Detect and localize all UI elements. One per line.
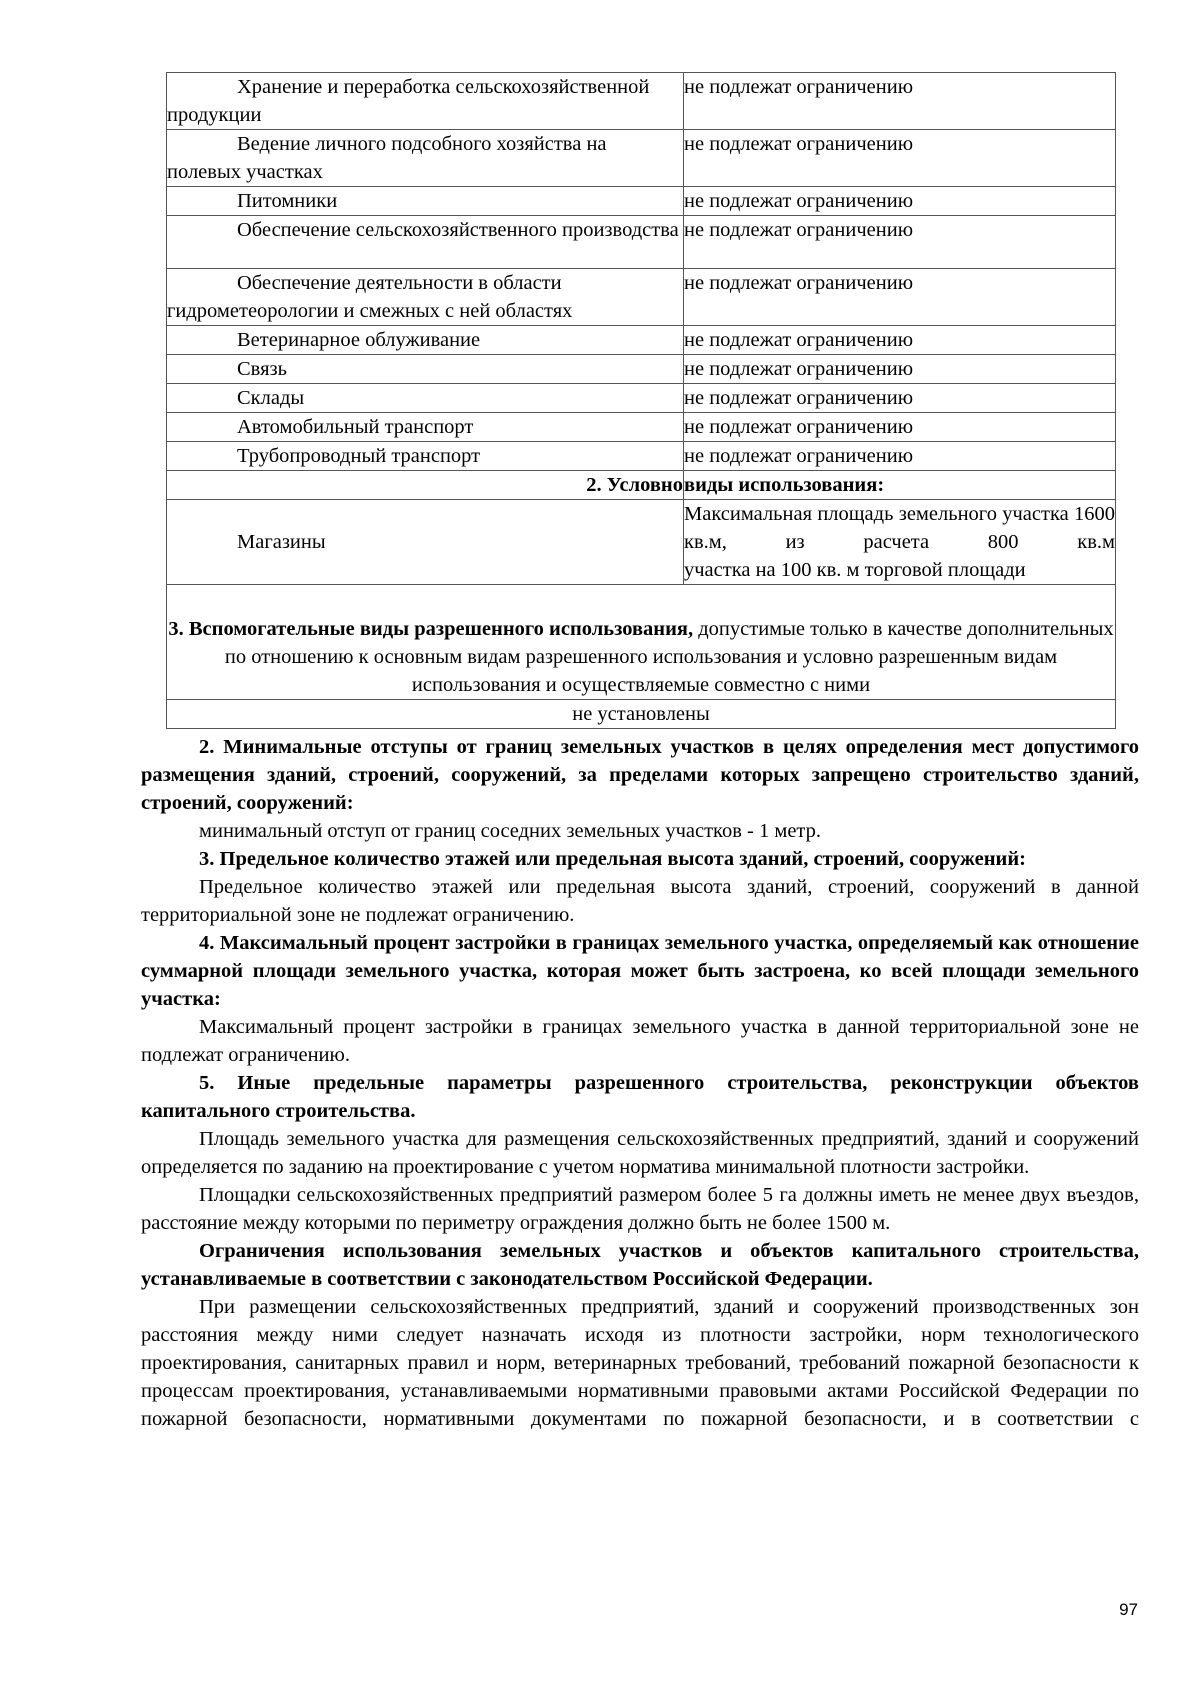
use-value: не подлежат ограничению: [684, 413, 1116, 442]
table-row: [167, 187, 1116, 216]
restrictions-title: Ограничения использования земельных участков и объектов капитального строительства, устанавливаемые в соответствии с законодательством Российской Федерации.: [141, 1240, 1139, 1290]
table-row: [167, 384, 1116, 413]
aux-row: [167, 585, 1116, 700]
aux-uses-heading: [167, 585, 1116, 700]
land-use-table: [166, 72, 1116, 729]
use-name: Хранение и переработка сельскохозяйственной продукции: [167, 73, 684, 130]
conditional-header-left: 2. Условно: [167, 471, 684, 500]
table-row: [167, 130, 1116, 187]
shops-value-line: Максимальная площадь земельного участка 1600 кв.м, из расчета 800 кв.м: [684, 503, 1115, 553]
conditional-header-row: [167, 471, 1116, 500]
use-name: Обеспечение деятельности в области гидрометеорологии и смежных с ней областях: [167, 269, 684, 326]
section-5-text-2: Площадки сельскохозяйственных предприятий размером более 5 га должны иметь не менее двух въездов, расстояние между которыми по периметру ограждения должно быть не более 1500 м.: [141, 1184, 1139, 1234]
aux-uses-heading-text: допустимые только в качестве дополнительных по отношению к основным видам разрешенного использования и условно разрешенным видам использования и осуществляемые совместно с ними: [224, 618, 1114, 696]
section-5-title: 5. Иные предельные параметры разрешенного строительства, реконструкции объектов капитального строительства.: [141, 1072, 1139, 1122]
table-row: [167, 326, 1116, 355]
use-value: не подлежат ограничению: [684, 326, 1116, 355]
restrictions-text: При размещении сельскохозяйственных предприятий, зданий и сооружений производственных зон расстояния между ними следует назначать исходя из плотности застройки, норм технологического проектирования, санитарных правил и норм, ветеринарных требований, требований пожарной безопасности к процессам проектирования, устанавливаемыми нормативными правовыми актами Российской Федерации по пожарной безопасности, нормативными документами по пожарной безопасности, и в соответствии с: [141, 1296, 1139, 1430]
use-name: Обеспечение сельскохозяйственного производства: [167, 216, 684, 269]
use-value: не подлежат ограничению: [684, 73, 1116, 130]
table-row: [167, 73, 1116, 130]
section-3-text: Предельное количество этажей или предельная высота зданий, строений, сооружений в данной территориальной зоне не подлежат ограничению.: [141, 876, 1139, 926]
table-row: [167, 269, 1116, 326]
section-4-title: 4. Максимальный процент застройки в границах земельного участка, определяемый как отношение суммарной площади земельного участка, которая может быть застроена, ко всей площади земельного участка:: [141, 932, 1139, 1010]
table-row: [167, 442, 1116, 471]
conditional-header-right: виды использования:: [684, 471, 1116, 500]
use-value: не подлежат ограничению: [684, 187, 1116, 216]
aux-uses-value: не установлены: [167, 700, 1116, 729]
table-row: [167, 413, 1116, 442]
use-name: Ветеринарное облуживание: [167, 326, 684, 355]
use-name: Питомники: [167, 187, 684, 216]
use-name: Связь: [167, 355, 684, 384]
section-3-title: 3. Предельное количество этажей или предельная высота зданий, строений, сооружений:: [199, 848, 1026, 870]
use-value: не подлежат ограничению: [684, 355, 1116, 384]
document-body: [141, 733, 1139, 1433]
table-row: [167, 216, 1116, 269]
use-value: не подлежат ограничению: [684, 130, 1116, 187]
use-name: Магазины: [167, 500, 684, 585]
aux-value-row: [167, 700, 1116, 729]
table-row: [167, 355, 1116, 384]
section-4-text: Максимальный процент застройки в границах земельного участка в данной территориальной зоне не подлежат ограничению.: [141, 1016, 1139, 1066]
section-5-text-1: Площадь земельного участка для размещения сельскохозяйственных предприятий, зданий и сооружений определяется по заданию на проектирование с учетом норматива минимальной плотности застройки.: [141, 1128, 1139, 1178]
table-row: [167, 500, 1116, 585]
section-2-text: минимальный отступ от границ соседних земельных участков - 1 метр.: [199, 820, 822, 842]
use-name: Автомобильный транспорт: [167, 413, 684, 442]
use-value: [684, 500, 1116, 585]
use-name: Склады: [167, 384, 684, 413]
use-value: не подлежат ограничению: [684, 216, 1116, 269]
aux-uses-heading-bold: 3. Вспомогательные виды разрешенного использования,: [168, 618, 694, 640]
shops-value-line: участка на 100 кв. м торговой площади: [684, 559, 1026, 581]
use-value: не подлежат ограничению: [684, 269, 1116, 326]
use-name: Ведение личного подсобного хозяйства на полевых участках: [167, 130, 684, 187]
section-2-title: 2. Минимальные отступы от границ земельных участков в целях определения мест допустимого размещения зданий, строений, сооружений, за пределами которых запрещено строительство зданий, строений, сооружений:: [141, 736, 1139, 814]
use-value: не подлежат ограничению: [684, 384, 1116, 413]
use-name: Трубопроводный транспорт: [167, 442, 684, 471]
page-number: 97: [1119, 1600, 1138, 1619]
use-value: не подлежат ограничению: [684, 442, 1116, 471]
